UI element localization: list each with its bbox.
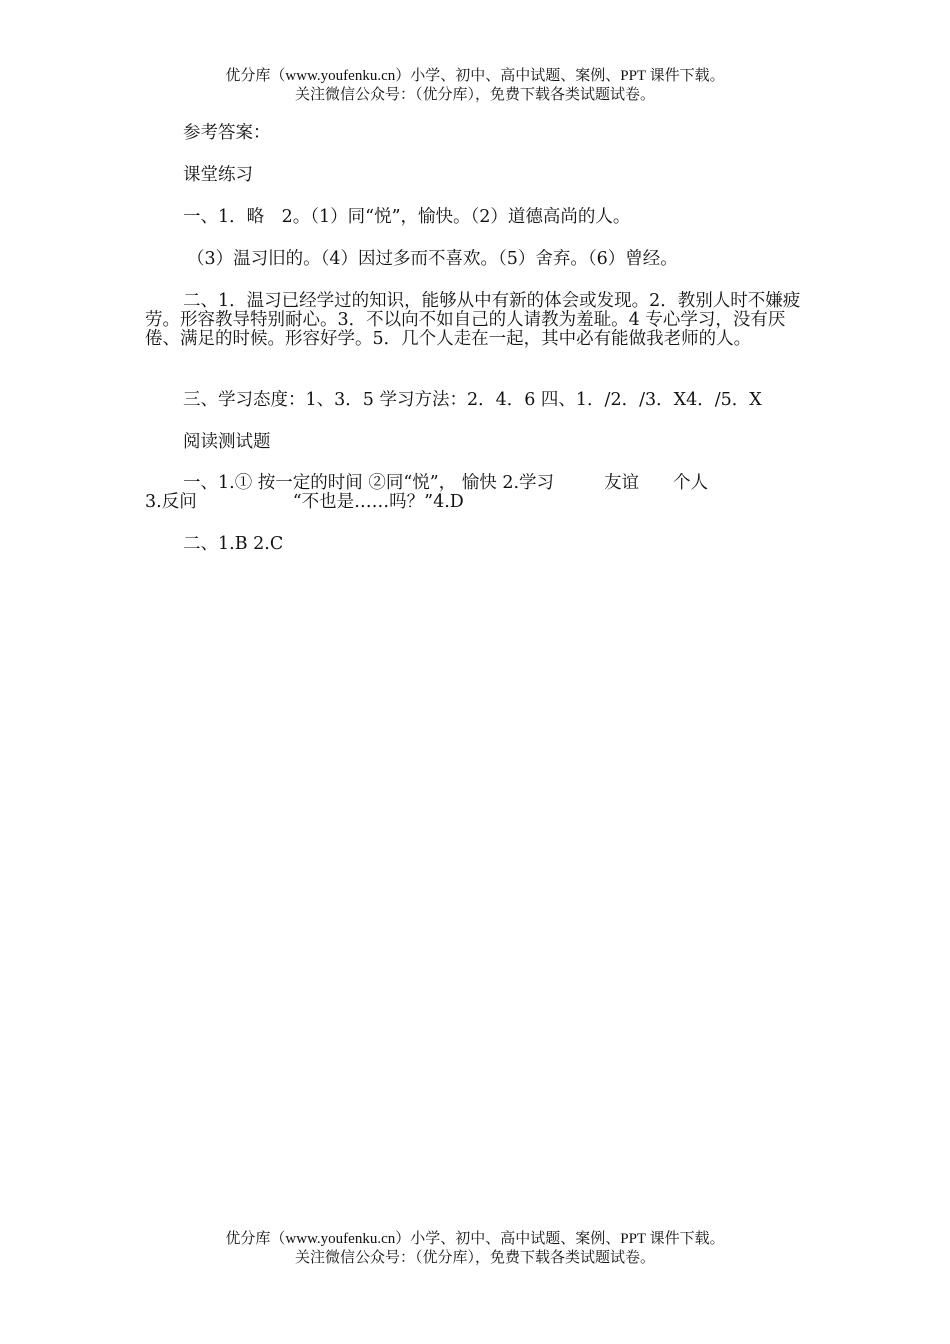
reading-q1-part-e: “不也是……吗？”4.D	[292, 492, 464, 512]
header-line-1: 优分库（www.youfenku.cn）小学、初中、高中试题、案例、PPT 课件下载。	[225, 68, 725, 84]
reading-question-1-line-1	[145, 474, 815, 493]
reading-q1-part-c: 个人	[673, 473, 709, 493]
question-1-line-2: （3）温习旧的。（4）因过多而不喜欢。（5）舍弃。（6）曾经。	[187, 249, 678, 269]
page-header	[0, 67, 950, 105]
section-classroom-title: 课堂练习	[183, 165, 253, 185]
footer-line-1: 优分库（www.youfenku.cn）小学、初中、高中试题、案例、PPT 课件下载。	[225, 1231, 725, 1247]
question-1-line-1: 一、1．略 2。（1）同“悦”，愉快。（2）道德高尚的人。	[183, 207, 631, 227]
reading-question-2-line: 二、1.B 2.C	[183, 534, 284, 554]
question-3-line: 三、学习态度：1、3．5 学习方法：2．4．6 四、1．/2．/3．X4．/5．X	[183, 390, 762, 410]
answer-title: 参考答案：	[183, 123, 271, 143]
header-line-2: 关注微信公众号：（优分库），免费下载各类试题试卷。	[294, 87, 655, 103]
reading-q1-part-b: 友谊	[604, 473, 640, 493]
page-footer	[0, 1230, 950, 1268]
reading-question-1-line-2	[145, 493, 815, 512]
reading-q1-part-d: 3.反问	[145, 492, 197, 512]
reading-q1-part-a: 一、1.① 按一定的时间 ②同“悦”， 愉快 2.学习	[183, 473, 555, 493]
question-2-paragraph: 二、1．温习已经学过的知识，能够从中有新的体会或发现。2．教别人时不嫌疲劳。形容教导特别耐心。3．不以向不如自己的人请教为羞耻。4 专心学习，没有厌倦、满足的时候。形容好学。5．几个人走在一起，其中必有能做我老师的人。	[145, 291, 801, 349]
footer-line-2: 关注微信公众号：（优分库），免费下载各类试题试卷。	[294, 1250, 655, 1266]
section-reading-title: 阅读测试题	[183, 432, 271, 452]
